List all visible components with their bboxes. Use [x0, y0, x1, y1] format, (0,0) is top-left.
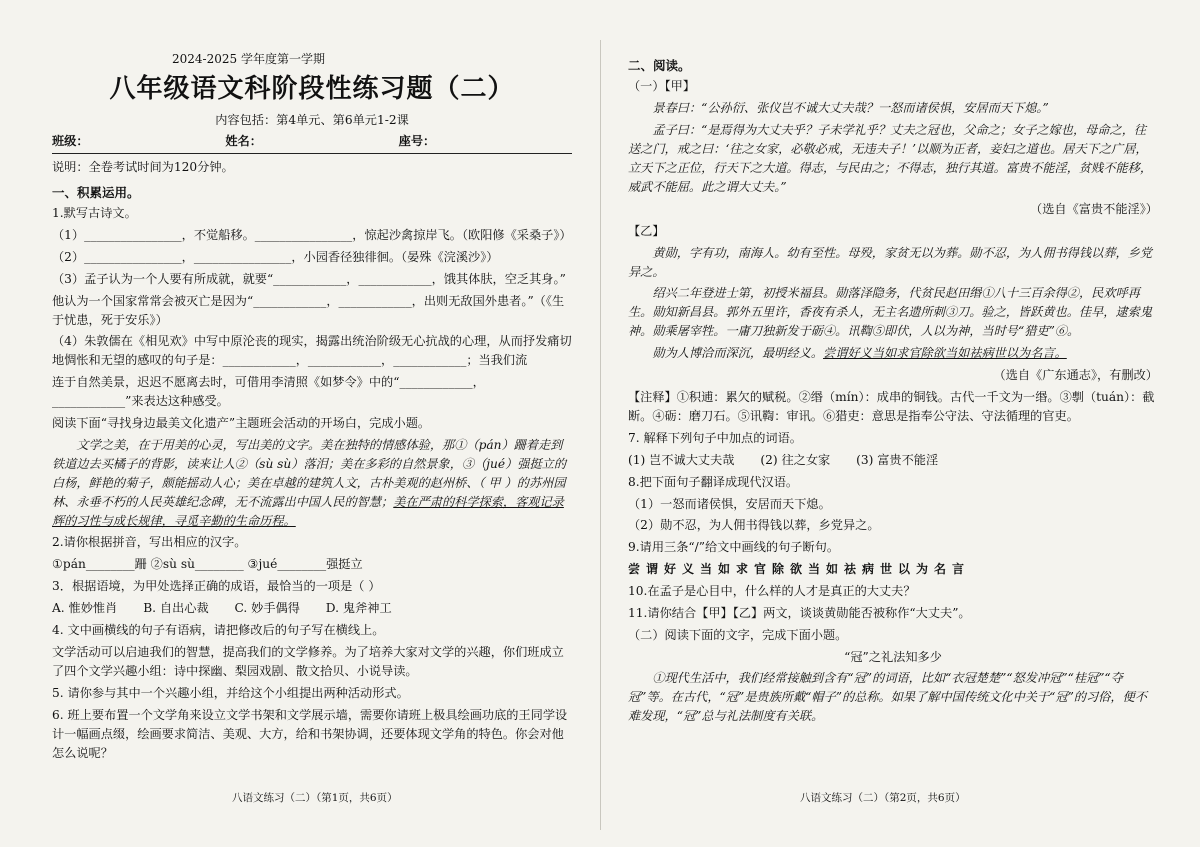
page-two [628, 50, 1158, 729]
question-1-1: （1）________________，不觉船移。________________，惊起沙禽掠岸飞。（欧阳修《采桑子》） [52, 227, 572, 242]
article-paragraph-1: ①现代生活中，我们经常接触到含有“冠”的词语，比如“衣冠楚楚”“怒发冲冠”“桂冠”“夺冠”等。在古代，“冠”是贵族所戴“帽子”的总称。如果了解中国传统文化中关于“冠”的习俗，便不难发现，“冠”总与礼法制度有关联。 [628, 671, 1147, 724]
question-3-options [52, 599, 572, 618]
option-c: C. 妙手偶得 [234, 601, 300, 616]
question-7-items [628, 451, 1158, 470]
option-d: D. 鬼斧神工 [325, 601, 392, 616]
section-one-heading: 一、积累运用。 [52, 184, 140, 200]
question-8-2: （2）勋不忍，为人佣书得钱以葬，乡党异之。 [628, 518, 880, 533]
class-label: 班级： [52, 133, 89, 148]
page-divider [600, 40, 601, 830]
question-11: 11.请你结合【甲】【乙】两文，谈谈黄勋能否被称作“大丈夫”。 [628, 605, 971, 620]
yi-paragraph-1: 黄勋，字有功，南海人。幼有至性。母殁，家贫无以为葬。勋不忍，为人佣书得钱以葬，乡党异之。 [628, 245, 1153, 279]
question-1-4b: 连于自然美景，迟迟不愿离去时，可借用李清照《如梦令》中的“____________，____________”来表达这种感受。 [52, 375, 485, 409]
yi-paragraph-3 [628, 344, 1158, 363]
exam-title: 八年级语文科阶段性练习题（二） [109, 73, 515, 104]
passage-underlined: 美在严肃的科学探索，客观记录辉的习性与成长规律，寻觅辛勤的生命历程。 [52, 494, 564, 528]
part-one-label: （一）【甲】 [628, 79, 696, 94]
annotations: 【注释】①积逋：累欠的赋税。②缗（mín）：成串的铜钱。古代一千文为一缗。③剸（tuán）：截断。④砺：磨刀石。⑤讯鞫：审讯。⑥猎吏：意思是指奉公守法、守法循理的官吏。 [628, 389, 1155, 423]
question-9-text: 尝谓好义当如求官除欲当如祛病世以为名言 [628, 562, 971, 577]
option-b: B. 自出心裁 [143, 601, 209, 616]
question-1-3a: （3）孟子认为一个人要有所成就，就要“____________，____________，饿其体肤，空乏其身。” [52, 271, 566, 286]
name-label: 姓名： [225, 133, 262, 148]
student-info-row [52, 132, 572, 154]
reading-intro: 阅读下面“寻找身边最美文化遗产”主题班会活动的开场白，完成小题。 [52, 416, 431, 431]
question-6: 6. 班上要布置一个文学角来设立文学书架和文学展示墙，需要你请班上极具绘画功底的王同学设计一幅画点缀，绘画要求简洁、美观、大方，给和书架协调，还要体现文学角的特色。你会对他怎么说呢？ [52, 707, 568, 760]
question-7: 7. 解释下列句子中加点的词语。 [628, 430, 802, 445]
paragraph-literature-club: 文学活动可以启迪我们的智慧，提高我们的文学修养。为了培养大家对文学的兴趣，你们班成立了四个文学兴趣小组：诗中探幽、梨园戏剧、散文拾贝、小说导读。 [52, 645, 564, 678]
question-1-2: （2）________________，________________，小园香径独徘徊。（晏殊《浣溪沙》） [52, 249, 499, 264]
footer-page-two: 八语文练习（二）（第2页，共6页） [800, 792, 966, 804]
yi-underlined-sentence: 尝谓好义当如求官除欲当如祛病世以为名言。 [823, 346, 1067, 361]
content-range: 内容包括：第4单元、第6单元1-2课 [215, 112, 409, 127]
passage-part-a: 文学之美，在于用美的心灵，写出美的文字。美在独特的情感体验，那①（pán）跚着走到铁道边去买橘子的背影，读来让人②（sù sù）落泪；美在多彩的自然景象，③（jué）强挺立的白杨，鲜艳的菊子，颇能摇动人心；美在卓越的建筑人文，古朴美观的赵州桥、（ 甲 ）的苏州园林、永垂不朽的人民英雄纪念碑，无不流露出中国人民的智慧； [52, 437, 567, 509]
yi-label: 【乙】 [628, 223, 665, 238]
q7-item-3: (3) 富贵不能淫 [856, 452, 939, 467]
question-9: 9.请用三条“/”给文中画线的句子断句。 [628, 540, 840, 555]
q7-item-2: (2) 往之女家 [760, 452, 831, 467]
page-one [52, 50, 572, 765]
question-8-1: （1）一怒而诸侯惧，安居而天下熄。 [628, 496, 831, 511]
article-title: “冠”之礼法知多少 [844, 649, 942, 664]
jia-paragraph-1: 景春曰：“公孙衍、张仪岂不诚大丈夫哉？一怒而诸侯惧，安居而天下熄。” [652, 101, 1049, 116]
footer-page-one: 八语文练习（二）（第1页，共6页） [232, 792, 398, 804]
option-a: A. 惟妙惟肖 [52, 601, 118, 616]
part-two-label: （二）阅读下面的文字，完成下面小题。 [628, 627, 848, 642]
yi-paragraph-3-text: 勋为人博洽而深沉，最明经义。 [652, 346, 824, 361]
question-1-3b: 他认为一个国家常常会被灭亡是因为“____________，____________，出则无敌国外患者。”（《生于忧患，死于安乐》） [52, 293, 565, 327]
source-1: （选自《富贵不能淫》） [1030, 201, 1158, 216]
question-2-blanks: ①pán________跚 ②sù sù________ ③jué________强挺立 [52, 557, 363, 572]
source-2: （选自《广东通志》，有删改） [993, 368, 1158, 383]
passage-literature [52, 436, 572, 531]
exam-note: 说明：全卷考试时间为120分钟。 [52, 159, 234, 174]
question-10: 10.在孟子是心目中，什么样的人才是真正的大丈夫？ [628, 583, 916, 598]
question-2: 2.请你根据拼音，写出相应的汉字。 [52, 535, 247, 550]
question-3: 3．根据语境，为甲处选择正确的成语，最恰当的一项是（ ） [52, 579, 381, 594]
question-5: 5. 请你参与其中一个兴趣小组，并给这个小组提出两种活动形式。 [52, 685, 409, 700]
question-1: 1.默写古诗文。 [52, 205, 137, 220]
jia-paragraph-2: 孟子曰：“是焉得为大丈夫乎？子未学礼乎？丈夫之冠也，父命之；女子之嫁也，母命之，往送之门，戒之曰：‘往之女家，必敬必戒，无违夫子！’以顺为正者，妾妇之道也。居天下之广居，立天下之正位，行天下之大道。得志，与民由之；不得志，独行其道。富贵不能淫，贫贱不能移，威武不能屈。此之谓大丈夫。” [628, 123, 1153, 194]
seat-label: 座号： [398, 133, 436, 148]
q7-item-1: (1) 岂不诚大丈夫哉 [628, 452, 735, 467]
section-two-heading: 二、阅读。 [628, 58, 691, 73]
question-4: 4. 文中画横线的句子有语病，请把修改后的句子写在横线上。 [52, 623, 385, 638]
question-8: 8.把下面句子翻译成现代汉语。 [628, 474, 799, 489]
term-label: 2024-2025 学年度第一学期 [172, 52, 325, 66]
yi-paragraph-2: 绍兴二年登进士第，初授米福县。勋落泽隐务，代贫民赵田缗①八十三百余得②，民欢呼再生。勋知新昌县。郭外五里许，香夜有杀人，无主名遗所刺③刀。验之，皆跃黄也。佳早，逮索鬼神。勋乘屠宰牲。一庸刀独新发于砺④。讯鞫⑤即伏，人以为神，当时号“猎吏”⑥。 [628, 286, 1153, 339]
question-1-4a: （4）朱敦儒在《相见欢》中写中原沦丧的现实，揭露出统治阶级无心抗战的心理，从而抒发痛切地惆怅和无望的感叹的句子是：____________，____________，____________；当我们流 [52, 334, 572, 368]
